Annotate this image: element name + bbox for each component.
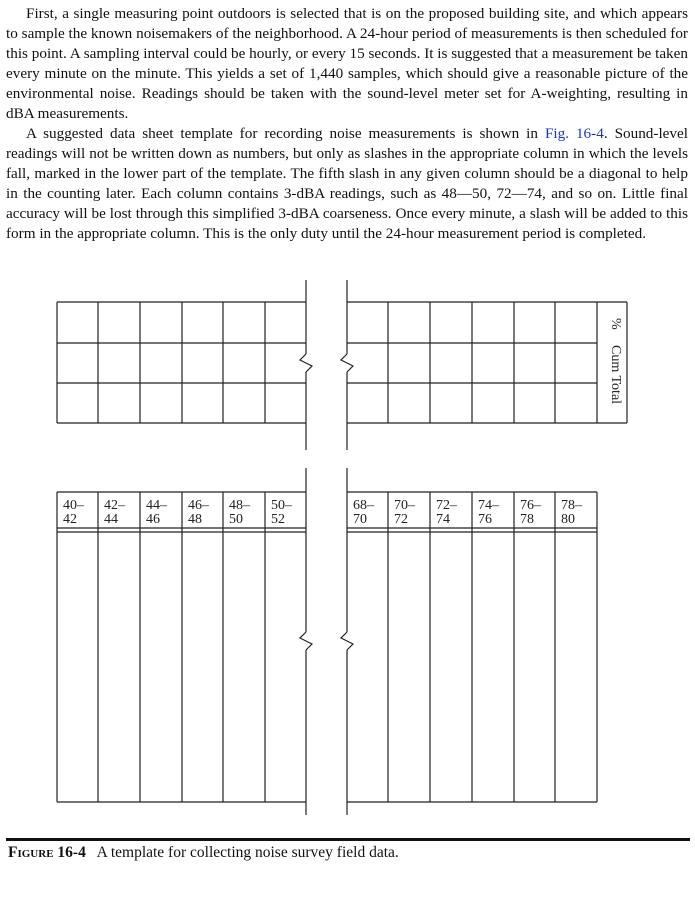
- col-label-bottom: 76: [478, 512, 492, 527]
- paragraph-2: [6, 124, 688, 244]
- col-label-top: 44–: [146, 498, 167, 513]
- col-label-bottom: 50: [229, 512, 243, 527]
- caption-rule: [6, 838, 690, 841]
- col-label-bottom: 80: [561, 512, 575, 527]
- noise-template-figure: [0, 270, 695, 835]
- col-label-bottom: 72: [394, 512, 408, 527]
- col-label-bottom: 74: [436, 512, 450, 527]
- col-label-bottom: 46: [146, 512, 160, 527]
- paragraph-2-start: A suggested data sheet template for recording noise measurements is shown in: [26, 125, 545, 142]
- col-label-bottom: 70: [353, 512, 367, 527]
- figure-reference-link[interactable]: Fig. 16-4: [544, 125, 604, 142]
- lower-right-table: [347, 492, 597, 802]
- paragraph-2-end: . Sound-level readings will not be written down as numbers, but only as slashes in the appropriate column in which the levels fall, marked in the lower part of the template. The fifth slash in any given column should be a diagonal to help in the counting later. Each column contains 3-dBA readings, such as 48—50, 72—74, and so on. Little final accuracy will be lost through this simplified 3-dBA coarseness. Once every minute, a slash will be added to this form in the appropriate column. This is the only duty until the 24-hour measurement period is completed.: [6, 125, 688, 242]
- figure-caption: [8, 844, 399, 862]
- upper-left-grid: [57, 302, 306, 423]
- col-label-top: 48–: [229, 498, 250, 513]
- col-label-top: 72–: [436, 498, 457, 513]
- col-label-bottom: 42: [63, 512, 77, 527]
- figure-number: Figure 16-4: [8, 844, 86, 861]
- col-label-top: 42–: [104, 498, 125, 513]
- upper-right-grid: [347, 302, 627, 423]
- col-label-top: 50–: [271, 498, 292, 513]
- col-label-top: 40–: [63, 498, 84, 513]
- col-label-bottom: 44: [104, 512, 118, 527]
- upper-break-lines: [300, 280, 353, 450]
- lower-left-table: [57, 492, 306, 802]
- col-label-bottom: 52: [271, 512, 285, 527]
- col-label-bottom: 48: [188, 512, 202, 527]
- side-labels: [608, 318, 623, 404]
- col-label-bottom: 78: [520, 512, 534, 527]
- col-label-top: 70–: [394, 498, 415, 513]
- body-text: [6, 4, 688, 244]
- percent-label: %: [608, 318, 623, 330]
- figure-caption-text: A template for collecting noise survey field data.: [96, 844, 399, 861]
- paragraph-1: First, a single measuring point outdoors is selected that is on the proposed building site, and which appears to sample the known noisemakers of the neighborhood. A 24-hour period of measurements is then scheduled for this point. A sampling interval could be hourly, or every 15 seconds. It is suggested that a measurement be taken every minute on the minute. This yields a set of 1,440 samples, which should give a reasonable picture of the environmental noise. Readings should be taken with the sound-level meter set for A-weighting, resulting in dBA measurements.: [6, 5, 688, 122]
- col-label-top: 74–: [478, 498, 499, 513]
- cum-total-label: Cum Total: [608, 345, 623, 405]
- col-label-top: 68–: [353, 498, 374, 513]
- col-label-top: 76–: [520, 498, 541, 513]
- col-label-top: 78–: [561, 498, 582, 513]
- lower-break-lines: [300, 468, 353, 815]
- col-label-top: 46–: [188, 498, 209, 513]
